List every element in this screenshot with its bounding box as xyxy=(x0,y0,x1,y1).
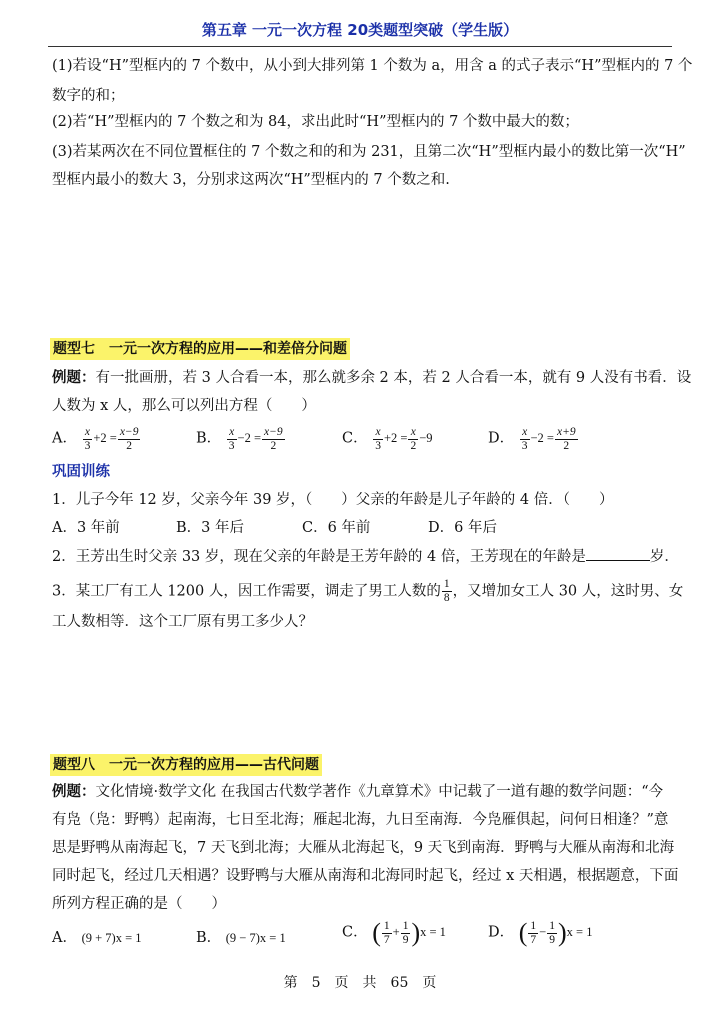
sec7-option-a xyxy=(52,426,141,453)
sec7-example-line-1 xyxy=(52,368,691,388)
sec7-option-d-mid: −2 = xyxy=(530,431,554,446)
sec8-line-1 xyxy=(52,782,663,802)
q-intro-line-4: (3)若某两次在不同位置框住的 7 个数之和的和为 231，且第二次“H”型框内最小的数比第一次“H” xyxy=(52,144,686,160)
q-intro-line-1: (1)若设“H”型框内的 7 个数中，从小到大排列第 1 个数为 a，用含 a 的式子表示“H”型框内的 7 个 xyxy=(52,58,693,74)
practice-label: 巩固训练 xyxy=(52,464,110,480)
page-header-title: 第五章 一元一次方程 20类题型突破（学生版） xyxy=(48,14,672,47)
sec8-line-2: 有凫（凫：野鸭）起南海，七日至北海；雁起北海，九日至南海．今凫雁俱起，问何日相逢？”意 xyxy=(52,812,669,828)
sec8-line-4: 同时起飞，经过几天相遇？设野鸭与大雁从南海和北海同时起飞，经过 x 天相遇，根据题意，下面 xyxy=(52,868,679,884)
sec7-option-d-frac-1: $\frac{x}{3}$ xyxy=(521,426,528,452)
sec7-option-b-label: B． xyxy=(196,430,222,447)
sec8-option-c-tail: x = 1 xyxy=(420,925,446,940)
sec7-option-d-label: D． xyxy=(488,430,515,447)
sec8-text-1: 文化情境·数学文化 在我国古代数学著作《九章算术》中记载了一道有趣的数学问题：“今 xyxy=(95,784,664,800)
sec7-option-b xyxy=(196,426,286,453)
practice-1-option-b: B．3 年后 xyxy=(176,520,244,536)
practice-3-line-1 xyxy=(52,578,683,605)
sec7-option-a-frac-2: $\frac{x-9}{2}$ xyxy=(119,426,139,452)
practice-3-text-after: ，又增加女工人 30 人，这时男、女 xyxy=(452,583,684,600)
sec7-option-c-frac-2: $\frac{x}{2}$ xyxy=(410,426,417,452)
sec8-option-c-label: C． xyxy=(342,924,368,941)
practice-1-option-c: C．6 年前 xyxy=(302,520,371,536)
practice-3-fraction: $\frac{1}{8}$ xyxy=(443,578,450,604)
sec8-example-label: 例题： xyxy=(52,784,96,800)
sec8-line-5: 所列方程正确的是（ ） xyxy=(52,896,226,912)
practice-1-option-a: A．3 年前 xyxy=(52,520,120,536)
sec7-example-text-1: 有一批画册，若 3 人合看一本，那么就多余 2 本，若 2 人合看一本，就有 9 人没有书看．设 xyxy=(95,370,692,386)
q-intro-line-2: 数字的和； xyxy=(52,88,125,104)
sec7-option-c xyxy=(342,426,433,453)
section-7-title: 题型七 一元一次方程的应用——和差倍分问题 xyxy=(50,338,350,360)
practice-2-text xyxy=(52,546,679,567)
practice-1-option-d: D．6 年后 xyxy=(428,520,497,536)
sec8-option-d-tail: x = 1 xyxy=(566,925,593,940)
sec7-example-line-2: 人数为 x 人，那么可以列出方程（ ） xyxy=(52,398,316,414)
sec8-option-b xyxy=(196,928,286,948)
answer-blank[interactable] xyxy=(586,546,650,561)
sec7-option-b-frac-2: $\frac{x-9}{2}$ xyxy=(264,426,283,452)
sec7-option-c-frac-1: $\frac{x}{3}$ xyxy=(375,426,381,452)
practice-3-text-before: 3．某工厂有工人 1200 人，因工作需要，调走了男工人数的 xyxy=(52,583,441,600)
sec8-option-d-label: D． xyxy=(488,924,515,941)
section-8-title: 题型八 一元一次方程的应用——古代问题 xyxy=(50,754,322,776)
sec7-option-b-mid: −2 = xyxy=(237,431,261,446)
sec7-option-a-frac-1: $\frac{x}{3}$ xyxy=(84,426,91,452)
sec7-option-d xyxy=(488,426,579,453)
practice-3-line-2: 工人数相等．这个工厂原有男工多少人？ xyxy=(52,614,313,630)
q-intro-line-3: (2)若“H”型框内的 7 个数之和为 84，求出此时“H”型框内的 7 个数中最大的数； xyxy=(52,114,579,130)
sec8-option-b-expr: (9 − 7)x = 1 xyxy=(225,931,286,945)
sec8-option-d: D． ( $\frac{1}{7}$ − $\frac{1}{9}$ )x = 1 xyxy=(488,918,593,948)
sec7-option-a-label: A． xyxy=(52,430,77,447)
sec8-line-3: 思是野鸭从南海起飞，7 天飞到北海；大雁从北海起飞，9 天飞到南海．野鸭与大雁从南海和北海 xyxy=(52,840,675,856)
sec7-option-c-tail: −9 xyxy=(419,431,433,446)
sec8-option-b-label: B． xyxy=(196,930,222,946)
sec7-option-b-frac-1: $\frac{x}{3}$ xyxy=(228,426,235,452)
sec8-option-a-label: A． xyxy=(52,930,77,946)
sec7-option-d-frac-2: $\frac{x+9}{2}$ xyxy=(556,426,576,452)
practice-1-text: 1．儿子今年 12 岁，父亲今年 39 岁，（ ）父亲的年龄是儿子年龄的 4 倍．（ ） xyxy=(52,492,614,508)
sec7-example-label: 例题： xyxy=(52,370,96,386)
sec7-option-a-mid: +2 = xyxy=(93,431,117,446)
sec8-option-a xyxy=(52,928,142,948)
page-footer: 第 5 页 共 65 页 xyxy=(283,975,437,991)
sec8-option-c: C． ( $\frac{1}{7}$ + $\frac{1}{9}$ )x = 1 xyxy=(342,918,446,948)
sec8-option-a-expr: (9 + 7)x = 1 xyxy=(81,931,142,945)
q-intro-line-5: 型框内最小的数大 3，分别求这两次“H”型框内的 7 个数之和. xyxy=(52,172,450,188)
practice-2-text-after: 岁． xyxy=(649,549,679,565)
sec7-option-c-mid: +2 = xyxy=(383,431,408,446)
sec7-option-c-label: C． xyxy=(342,430,368,447)
practice-2-text-before: 2．王芳出生时父亲 33 岁，现在父亲的年龄是王芳年龄的 4 倍，王芳现在的年龄是 xyxy=(52,549,586,565)
